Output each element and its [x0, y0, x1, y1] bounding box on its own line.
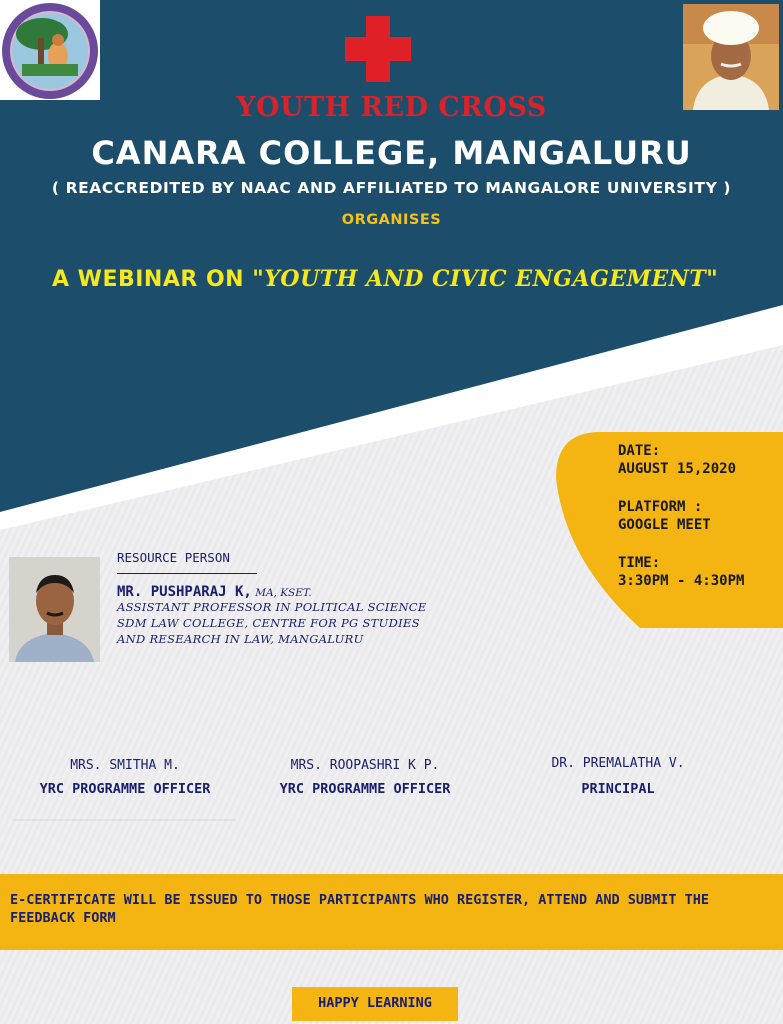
accreditation-subtitle: ( REACCREDITED BY NAAC AND AFFILIATED TO MANGALORE UNIVERSITY ) — [51, 179, 732, 197]
webinar-topic: "YOUTH AND CIVIC ENGAGEMENT" — [252, 266, 719, 292]
date-label: DATE: — [618, 443, 661, 459]
resource-person-heading: RESOURCE PERSON — [117, 550, 230, 565]
college-name: CANARA COLLEGE, MANGALURU — [91, 134, 692, 172]
webinar-title — [52, 266, 718, 292]
time-value: 3:30PM - 4:30PM — [618, 573, 745, 589]
signatory-3-role: PRINCIPAL — [581, 781, 655, 797]
signatory-1-role: YRC PROGRAMME OFFICER — [39, 781, 211, 797]
signatory-2-name: MRS. ROOPASHRI K P. — [290, 758, 440, 773]
date-group — [618, 442, 778, 478]
speaker-photo — [9, 557, 100, 662]
date-value: AUGUST 15,2020 — [618, 461, 737, 477]
event-info-box — [618, 442, 778, 610]
speaker-name-line — [117, 584, 312, 600]
signatory-1-name: MRS. SMITHA M. — [70, 758, 180, 773]
platform-label: PLATFORM : — [618, 499, 703, 515]
platform-group — [618, 498, 778, 534]
red-cross-icon — [345, 16, 411, 82]
speaker-name: MR. PUSHPARAJ K, — [117, 584, 252, 600]
happy-learning-text: HAPPY LEARNING — [318, 995, 432, 1011]
organization-title: YOUTH RED CROSS — [236, 92, 547, 123]
organises-label: ORGANISES — [341, 212, 442, 228]
signatory-3-name: DR. PREMALATHA V. — [551, 756, 685, 771]
signatory-2-role: YRC PROGRAMME OFFICER — [279, 781, 451, 797]
certificate-note: E-CERTIFICATE WILL BE ISSUED TO THOSE PARTICIPANTS WHO REGISTER, ATTEND AND SUBMIT THE FEEDBACK FORM — [10, 892, 709, 926]
time-group — [618, 554, 778, 590]
platform-value: GOOGLE MEET — [618, 517, 711, 533]
happy-learning-badge — [292, 987, 458, 1021]
speaker-institution-cont: AND RESEARCH IN LAW, MANGALURU — [117, 632, 364, 646]
speaker-designation: ASSISTANT PROFESSOR IN POLITICAL SCIENCE — [117, 600, 427, 614]
resource-person-divider — [117, 573, 257, 574]
speaker-institution: SDM LAW COLLEGE, CENTRE FOR PG STUDIES — [117, 616, 420, 630]
speaker-qualifications: MA, KSET. — [251, 587, 312, 599]
college-emblem-logo — [0, 0, 100, 100]
webinar-prefix: A WEBINAR ON — [52, 267, 253, 292]
time-label: TIME: — [618, 555, 661, 571]
